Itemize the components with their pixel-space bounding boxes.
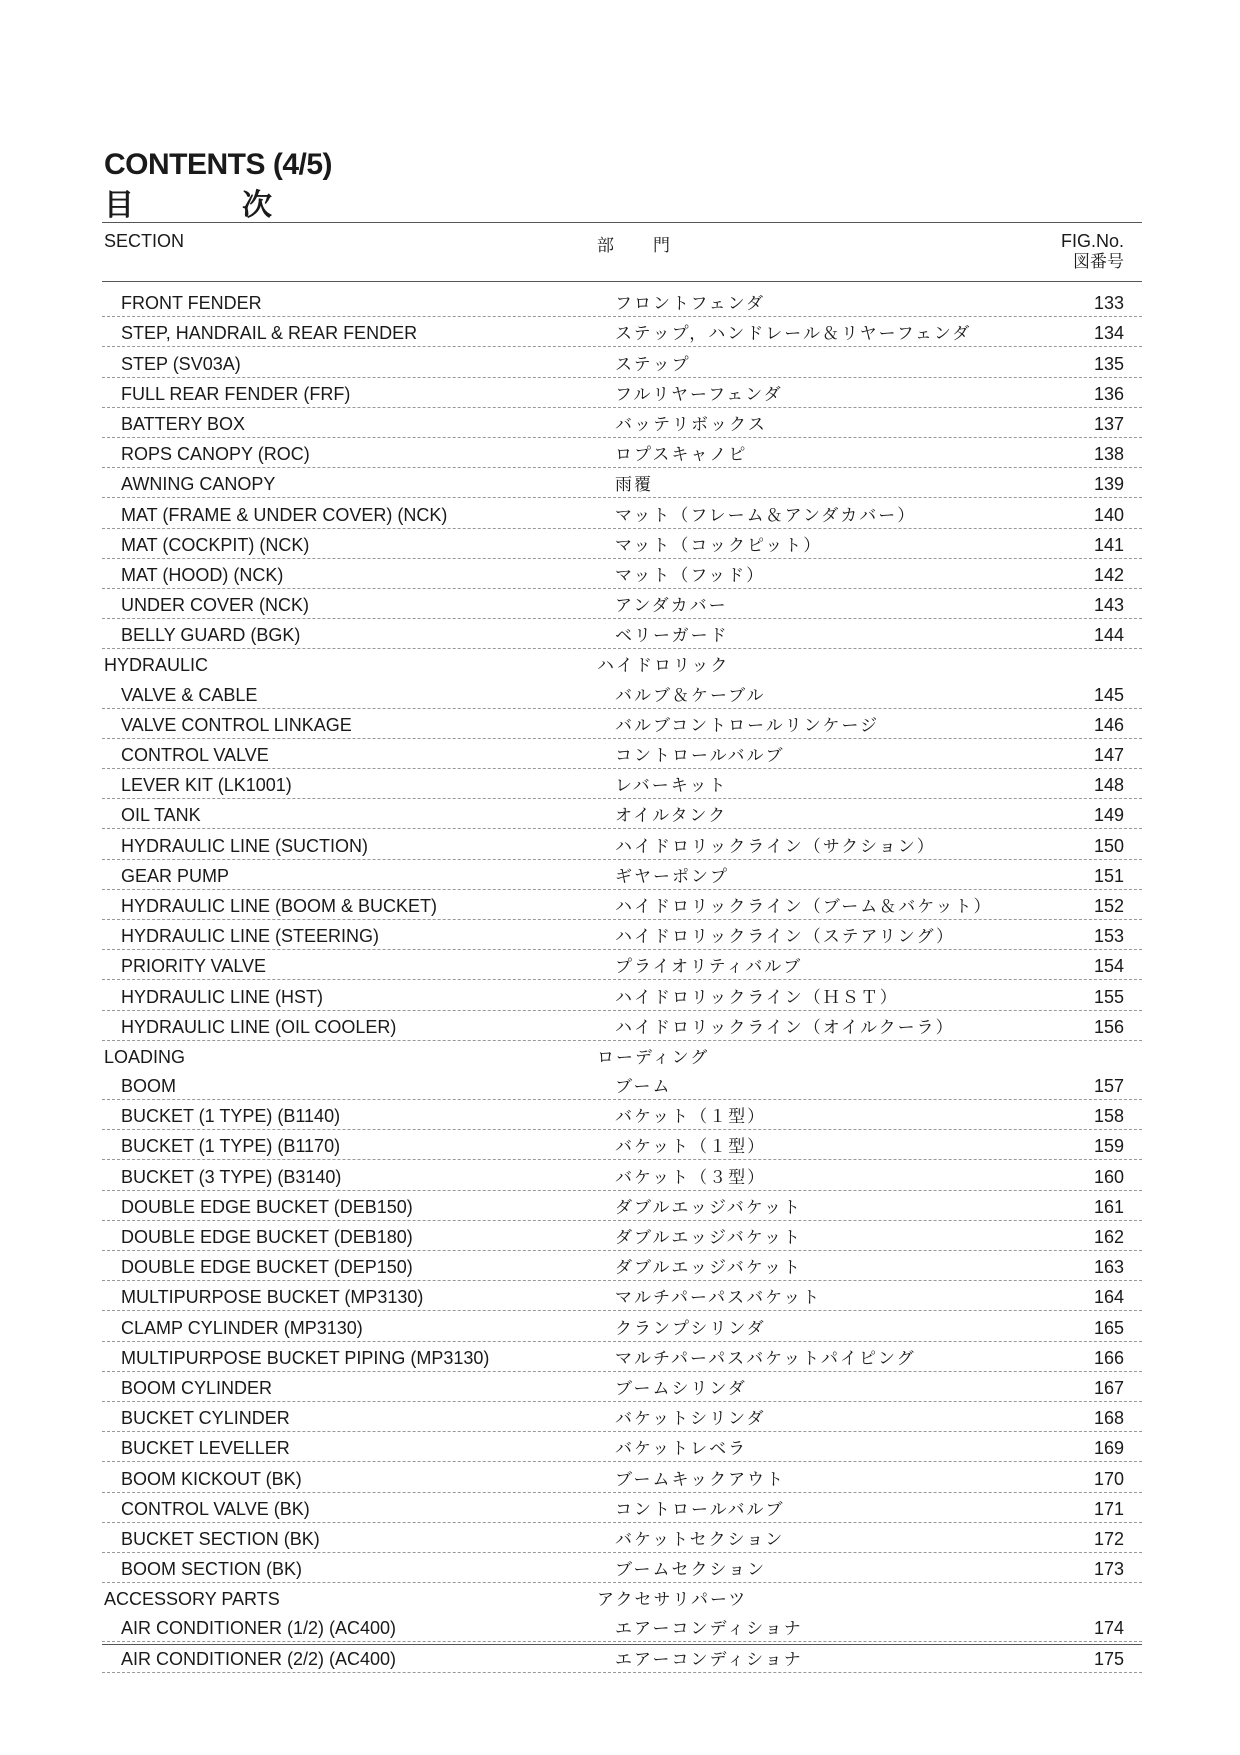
fig-number: 175 [1093, 1648, 1124, 1669]
fig-number: 158 [1093, 1106, 1124, 1127]
entry-name-en: HYDRAULIC LINE (BOOM & BUCKET) [121, 895, 438, 916]
column-header-bumon-char-2: 門 [653, 236, 670, 256]
contents-row [102, 739, 1142, 769]
contents-row [102, 1011, 1142, 1041]
fig-number: 135 [1093, 353, 1124, 374]
contents-row [102, 1160, 1142, 1190]
entry-name-jp: マット（フレーム＆アンダカバー） [615, 505, 917, 526]
column-header-bumon-char-1: 部 [597, 236, 614, 256]
entry-name-jp: バケット（３型） [615, 1167, 767, 1188]
entry-name-jp: ギヤーポンプ [615, 866, 729, 887]
contents-row [102, 1462, 1142, 1492]
entry-name-en: HYDRAULIC LINE (HST) [121, 986, 324, 1007]
entry-name-jp: バッテリボックス [615, 414, 767, 435]
fig-number: 145 [1093, 684, 1124, 705]
contents-row [102, 1372, 1142, 1402]
entry-name-en: GEAR PUMP [121, 865, 230, 886]
entry-name-jp: ブームシリンダ [615, 1378, 747, 1399]
contents-row [102, 529, 1142, 559]
entry-name-jp: ハイドロリックライン（ステアリング） [615, 927, 955, 948]
contents-row [102, 1100, 1142, 1130]
entry-name-en: BATTERY BOX [121, 413, 246, 434]
page-title-jp [104, 180, 272, 224]
entry-name-jp: バケットセクション [615, 1529, 785, 1550]
fig-number: 155 [1093, 986, 1124, 1007]
contents-row [102, 287, 1142, 317]
contents-row [102, 1523, 1142, 1553]
fig-number: 166 [1093, 1347, 1124, 1368]
contents-row [102, 980, 1142, 1010]
entry-name-jp: マット（フッド） [615, 565, 766, 586]
entry-name-jp: バルブ＆ケーブル [615, 685, 766, 706]
contents-row [102, 950, 1142, 980]
section-heading-row [102, 1041, 1142, 1070]
fig-number: 140 [1093, 504, 1124, 525]
entry-name-jp: エアーコンディショナ [615, 1649, 803, 1670]
contents-row [102, 468, 1142, 498]
contents-row [102, 347, 1142, 377]
fig-number: 147 [1093, 745, 1124, 765]
section-name-en: LOADING [104, 1046, 186, 1067]
entry-name-jp: ハイドロリックライン（オイルクーラ） [615, 1017, 955, 1038]
contents-row [102, 890, 1142, 920]
contents-row [102, 1311, 1142, 1341]
fig-number: 152 [1093, 895, 1124, 916]
contents-row [102, 1432, 1142, 1462]
contents-row [102, 860, 1142, 890]
contents-row [102, 498, 1142, 528]
fig-number: 143 [1093, 595, 1124, 616]
fig-number: 157 [1093, 1076, 1124, 1097]
entry-name-jp: ステップ，ハンドレール＆リヤーフェンダ [615, 324, 972, 345]
fig-number: 149 [1093, 805, 1124, 826]
section-name-en: HYDRAULIC [104, 655, 209, 676]
entry-name-en: HYDRAULIC LINE (STEERING) [121, 926, 380, 947]
fig-number: 160 [1093, 1166, 1124, 1187]
entry-name-en: LEVER KIT (LK1001) [121, 775, 292, 796]
entry-name-en: HYDRAULIC LINE (SUCTION) [121, 835, 369, 856]
fig-number: 148 [1093, 775, 1124, 796]
fig-number: 168 [1093, 1408, 1124, 1429]
fig-number: 150 [1093, 835, 1124, 856]
entry-name-en: DOUBLE EDGE BUCKET (DEP150) [121, 1257, 413, 1278]
section-name-en: ACCESSORY PARTS [104, 1589, 280, 1610]
entry-name-jp: 雨覆 [615, 475, 653, 496]
page-title-jp-char-2: 次 [242, 188, 272, 223]
fig-number: 161 [1093, 1196, 1124, 1217]
contents-row [102, 1130, 1142, 1160]
entry-name-jp: ダブルエッジバケット [615, 1258, 802, 1279]
fig-number: 165 [1093, 1317, 1124, 1338]
section-name-jp: アクセサリパーツ [597, 1590, 748, 1611]
contents-row [102, 1342, 1142, 1372]
column-header-section: SECTION [104, 231, 185, 251]
fig-number: 151 [1093, 865, 1124, 886]
fig-number: 144 [1093, 625, 1124, 646]
column-header-fig-no [1061, 231, 1124, 273]
page-title-jp-char-1: 目 [104, 188, 134, 223]
fig-number: 173 [1093, 1559, 1124, 1580]
entry-name-en: ROPS CANOPY (ROC) [121, 444, 310, 465]
entry-name-en: VALVE & CABLE [121, 684, 258, 705]
entry-name-en: STEP (SV03A) [121, 353, 241, 374]
entry-name-en: MAT (COCKPIT) (NCK) [121, 534, 310, 555]
entry-name-en: BUCKET (1 TYPE) (B1170) [121, 1136, 341, 1157]
fig-number: 146 [1093, 714, 1124, 735]
fig-number: 154 [1093, 956, 1124, 977]
entry-name-jp: フロントフェンダ [615, 294, 765, 315]
entry-name-jp: コントロールバルブ [615, 746, 785, 766]
entry-name-jp: ハイドロリックライン（ＨＳＴ） [615, 987, 899, 1008]
entry-name-jp: マット（コックピット） [615, 535, 823, 556]
entry-name-jp: マルチパーパスバケット [615, 1288, 822, 1309]
fig-number: 133 [1093, 293, 1124, 314]
entry-name-jp: ダブルエッジバケット [615, 1228, 802, 1248]
entry-name-en: DOUBLE EDGE BUCKET (DEB180) [121, 1227, 413, 1247]
contents-row [102, 589, 1142, 619]
entry-name-jp: ステップ [615, 354, 691, 375]
contents-row [102, 709, 1142, 739]
entry-name-en: BUCKET (3 TYPE) (B3140) [121, 1166, 342, 1187]
entry-name-jp: フルリヤーフェンダ [615, 384, 783, 405]
fig-number: 139 [1093, 474, 1124, 495]
entry-name-en: OIL TANK [121, 805, 201, 826]
contents-row [102, 317, 1142, 347]
entry-name-jp: バケット（１型） [615, 1107, 767, 1128]
column-header-fig-jp: 図番号 [1073, 252, 1124, 272]
fig-number: 159 [1093, 1136, 1124, 1157]
header-bottom-rule [102, 281, 1142, 282]
entry-name-en: UNDER COVER (NCK) [121, 595, 310, 616]
fig-number: 163 [1093, 1257, 1124, 1278]
section-name-jp: ローディング [597, 1047, 710, 1068]
entry-name-jp: ロプスキャノピ [615, 445, 748, 466]
contents-table [102, 287, 1142, 1673]
fig-number: 170 [1093, 1468, 1124, 1489]
entry-name-en: MULTIPURPOSE BUCKET (MP3130) [121, 1287, 424, 1308]
entry-name-en: STEP, HANDRAIL & REAR FENDER [121, 323, 418, 344]
fig-number: 174 [1093, 1618, 1124, 1639]
entry-name-en: BOOM CYLINDER [121, 1377, 273, 1398]
fig-number: 171 [1093, 1498, 1124, 1519]
entry-name-en: BOOM SECTION (BK) [121, 1559, 303, 1580]
entry-name-jp: ハイドロリックライン（サクション） [615, 836, 936, 857]
entry-name-jp: ブームキックアウト [615, 1469, 786, 1490]
entry-name-en: DOUBLE EDGE BUCKET (DEB150) [121, 1196, 413, 1217]
section-heading-row [102, 649, 1142, 678]
fig-number: 169 [1093, 1438, 1124, 1459]
entry-name-jp: クランプシリンダ [615, 1318, 766, 1339]
fig-number: 136 [1093, 383, 1124, 404]
entry-name-en: CONTROL VALVE (BK) [121, 1498, 310, 1519]
entry-name-en: PRIORITY VALVE [121, 956, 267, 977]
entry-name-jp: エアーコンディショナ [615, 1619, 803, 1640]
contents-row [102, 408, 1142, 438]
entry-name-en: HYDRAULIC LINE (OIL COOLER) [121, 1016, 397, 1037]
fig-number: 164 [1093, 1287, 1124, 1308]
fig-number: 156 [1093, 1016, 1124, 1037]
column-header-bumon [597, 231, 709, 256]
contents-row [102, 678, 1142, 708]
contents-row [102, 378, 1142, 408]
contents-row [102, 438, 1142, 468]
header-top-rule [102, 222, 1142, 223]
fig-number: 142 [1093, 564, 1124, 585]
contents-row [102, 1612, 1142, 1642]
entry-name-en: AWNING CANOPY [121, 474, 276, 495]
entry-name-en: BUCKET CYLINDER [121, 1408, 290, 1429]
page-title: CONTENTS (4/5) [104, 148, 333, 181]
entry-name-jp: コントロールバルブ [615, 1499, 785, 1520]
contents-row [102, 920, 1142, 950]
fig-number: 172 [1093, 1528, 1124, 1549]
entry-name-jp: レバーキット [615, 776, 728, 797]
contents-row [102, 1191, 1142, 1221]
entry-name-en: BOOM [121, 1076, 177, 1097]
section-name-jp: ハイドロリック [597, 656, 730, 677]
entry-name-en: FULL REAR FENDER (FRF) [121, 383, 351, 404]
fig-number: 153 [1093, 926, 1124, 947]
contents-row [102, 799, 1142, 829]
entry-name-jp: ダブルエッジバケット [615, 1197, 802, 1218]
entry-name-jp: バケットシリンダ [615, 1409, 766, 1430]
entry-name-en: BUCKET (1 TYPE) (B1140) [121, 1106, 341, 1127]
fig-number: 134 [1093, 323, 1124, 344]
footer-rule [102, 1644, 1142, 1645]
contents-row [102, 1493, 1142, 1523]
entry-name-en: CLAMP CYLINDER (MP3130) [121, 1317, 363, 1338]
entry-name-en: BUCKET LEVELLER [121, 1438, 290, 1459]
entry-name-jp: プライオリティバルブ [615, 957, 803, 978]
contents-row [102, 1402, 1142, 1432]
entry-name-en: BELLY GUARD (BGK) [121, 625, 301, 646]
entry-name-jp: バケットレベラ [615, 1439, 748, 1460]
entry-name-jp: バケット（１型） [615, 1137, 767, 1158]
entry-name-jp: オイルタンク [615, 806, 728, 827]
fig-number: 138 [1093, 444, 1124, 465]
entry-name-en: AIR CONDITIONER (2/2) (AC400) [121, 1648, 397, 1669]
fig-number: 167 [1093, 1377, 1124, 1398]
contents-row [102, 829, 1142, 859]
entry-name-jp: アンダカバー [615, 596, 728, 617]
entry-name-en: MULTIPURPOSE BUCKET PIPING (MP3130) [121, 1347, 490, 1368]
contents-row [102, 1281, 1142, 1311]
entry-name-en: BOOM KICKOUT (BK) [121, 1468, 302, 1489]
entry-name-jp: ハイドロリックライン（ブーム＆バケット） [615, 896, 993, 917]
entry-name-en: BUCKET SECTION (BK) [121, 1528, 320, 1549]
fig-number: 141 [1093, 534, 1124, 555]
contents-row [102, 619, 1142, 649]
entry-name-en: MAT (FRAME & UNDER COVER) (NCK) [121, 504, 448, 525]
section-heading-row [102, 1583, 1142, 1612]
entry-name-jp: ブーム [615, 1077, 672, 1098]
entry-name-jp: ブームセクション [615, 1560, 767, 1581]
contents-row [102, 559, 1142, 589]
column-header-fig-en: FIG.No. [1060, 231, 1124, 251]
fig-number: 162 [1093, 1227, 1124, 1247]
entry-name-jp: バルブコントロールリンケージ [615, 715, 880, 736]
contents-row [102, 1553, 1142, 1583]
fig-number: 137 [1093, 413, 1124, 434]
entry-name-en: MAT (HOOD) (NCK) [121, 564, 284, 585]
entry-name-jp: ベリーガード [615, 626, 729, 647]
entry-name-en: CONTROL VALVE [121, 745, 269, 765]
entry-name-en: VALVE CONTROL LINKAGE [121, 714, 352, 735]
contents-row [102, 769, 1142, 799]
contents-row [102, 1642, 1142, 1672]
contents-row [102, 1221, 1142, 1251]
contents-row [102, 1251, 1142, 1281]
entry-name-jp: マルチパーパスバケットパイピング [615, 1348, 916, 1369]
entry-name-en: FRONT FENDER [121, 293, 262, 314]
contents-row [102, 1070, 1142, 1100]
entry-name-en: AIR CONDITIONER (1/2) (AC400) [121, 1618, 397, 1639]
